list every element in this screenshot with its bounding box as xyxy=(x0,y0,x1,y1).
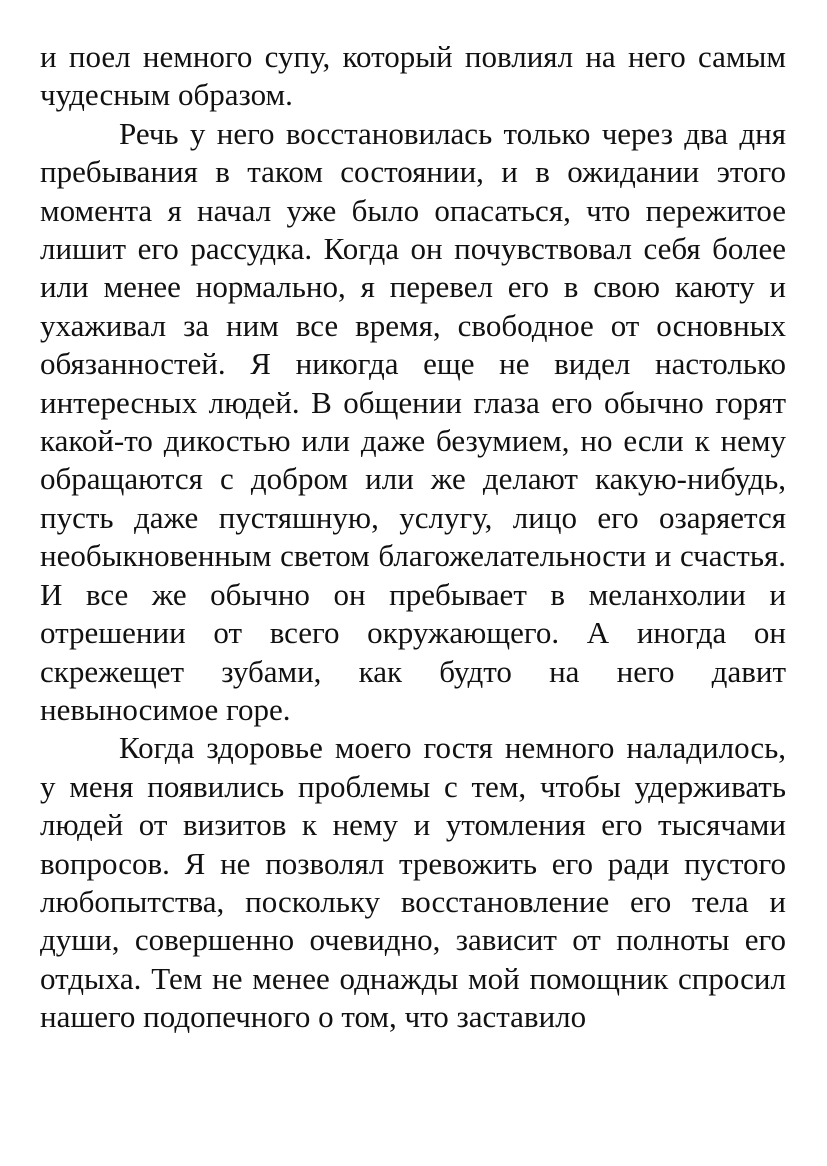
body-text xyxy=(40,38,786,1037)
paragraph-speech-recovery: Речь у него восстановилась только через два дня пребывания в таком состоянии, и в ожидании этого момента я начал уже было опасаться, что пережитое лишит его рассудка. Когда он почувствовал себя более или менее нормально, я перевел его в свою каюту и ухаживал за ним все время, свободное от основных обязанностей. Я никогда еще не видел настолько интересных людей. В общении глаза его обычно горят какой-то дикостью или даже безумием, но если к нему обращаются с добром или же делают какую-нибудь, пусть даже пустяшную, услугу, лицо его озаряется необыкновенным светом благожелательности и счастья. И все же обычно он пребывает в меланхолии и отрешении от всего окружающего. А иногда он скрежещет зубами, как будто на него давит невыносимое горе. xyxy=(40,115,786,727)
paragraph-continuation: и поел немного супу, который повлиял на него самым чудесным образом. xyxy=(40,39,786,113)
paragraph-guest-health: Когда здоровье моего гостя немного наладилось, у меня появились проблемы с тем, чтобы удерживать людей от визитов к нему и утомления его тысячами вопросов. Я не позволял тревожить его ради пустого любопытства, поскольку восстановление его тела и души, совершенно очевидно, зависит от полноты его отдыха. Тем не менее однажды мой помощник спросил нашего подопечного о том, что заставило xyxy=(40,730,786,1035)
